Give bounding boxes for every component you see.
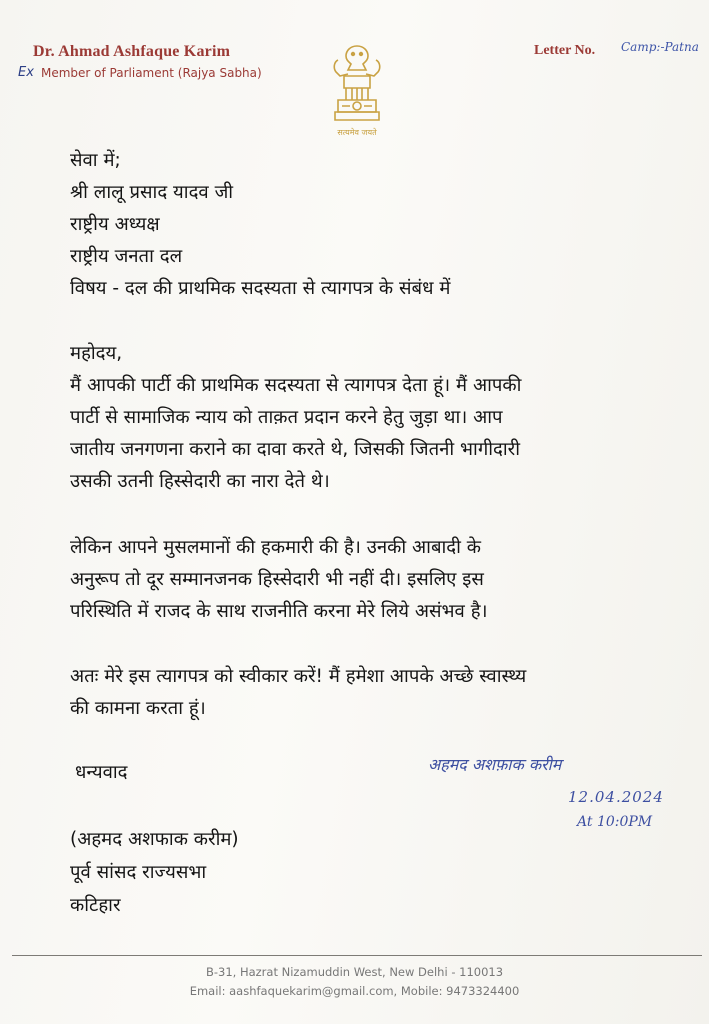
sender-name: Dr. Ahmad Ashfaque Karim: [33, 43, 231, 60]
sender-designation: Member of Parliament (Rajya Sabha): [41, 66, 262, 80]
para3-line: की कामना करता हूं।: [70, 698, 206, 719]
handwritten-ex: Ex: [18, 65, 34, 80]
para1-line: पार्टी से सामाजिक न्याय को ताक़त प्रदान करने हेतु जुड़ा था। आप: [70, 407, 503, 428]
handwritten-signature: अहमद अशफ़ाक करीम: [428, 755, 562, 774]
footer-contact: Email: aashfaquekarim@gmail.com, Mobile: 9473324400: [189, 984, 520, 998]
addressee-name: श्री लालू प्रसाद यादव जी: [70, 182, 234, 203]
handwritten-date: 12.04.2024: [568, 788, 664, 806]
footer-address: B-31, Hazrat Nizamuddin West, New Delhi - 110013: [205, 965, 504, 979]
para2-line: परिस्थिति में राजद के साथ राजनीति करना मेरे लिये असंभव है।: [70, 601, 488, 622]
addressee-post: राष्ट्रीय अध्यक्ष: [70, 214, 160, 235]
letter-no-value: Camp:-Patna: [621, 40, 699, 54]
closing-title: पूर्व सांसद राज्यसभा: [70, 862, 207, 883]
para1-line: जातीय जनगणना कराने का दावा करते थे, जिसकी जितनी भागीदारी: [70, 439, 521, 460]
salutation-to: सेवा में;: [70, 150, 121, 171]
closing-name: (अहमद अशफाक करीम): [70, 829, 239, 850]
thanks: धन्यवाद: [75, 762, 128, 783]
para3-line: अतः मेरे इस त्यागपत्र को स्वीकार करें! मैं हमेशा आपके अच्छे स्वास्थ्य: [70, 666, 527, 687]
national-emblem: [326, 40, 388, 146]
emblem-caption: सत्यमेव जयते: [337, 128, 377, 137]
addressee-party: राष्ट्रीय जनता दल: [70, 246, 183, 267]
para1-line: उसकी उतनी हिस्सेदारी का नारा देते थे।: [70, 471, 330, 492]
letter-no-label: Letter No.: [534, 43, 596, 58]
footer-divider: [12, 955, 702, 956]
closing-place: कटिहार: [70, 895, 121, 916]
para2-line: लेकिन आपने मुसलमानों की हकमारी की है। उनकी आबादी के: [70, 537, 482, 558]
subject-line: विषय - दल की प्राथमिक सदस्यता से त्यागपत्र के संबंध में: [70, 278, 451, 299]
para1-line: मैं आपकी पार्टी की प्राथमिक सदस्यता से त्यागपत्र देता हूं। मैं आपकी: [70, 375, 522, 396]
handwritten-time: At 10:0PM: [577, 814, 653, 830]
greeting: महोदय,: [70, 343, 123, 364]
para2-line: अनुरूप तो दूर सम्मानजनक हिस्सेदारी भी नहीं दी। इसलिए इस: [70, 569, 484, 590]
